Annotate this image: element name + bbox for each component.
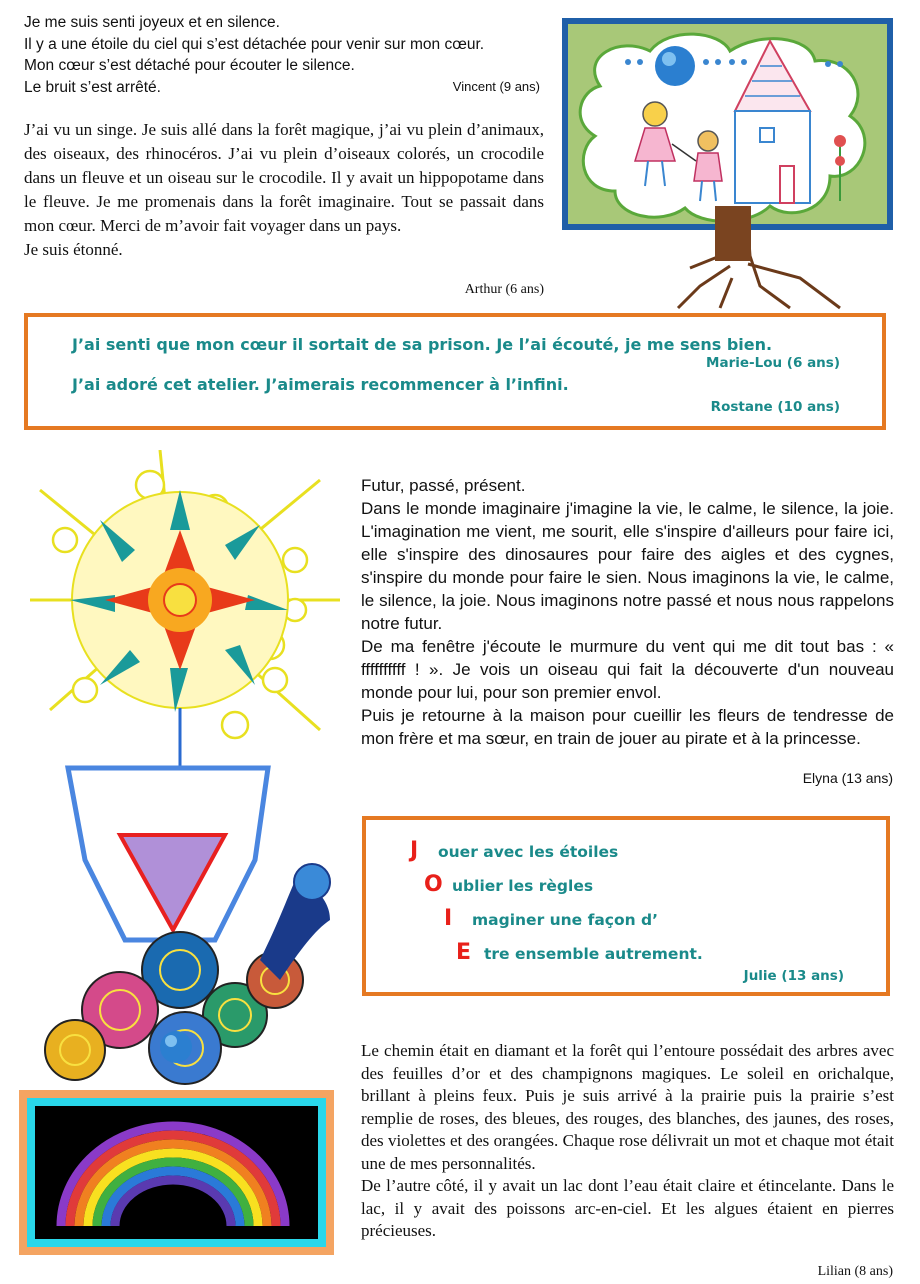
lilian-paragraph: Le chemin était en diamant et la forêt qui l’entoure possédait des arbres avec des feuilles d’or et des champignons magiques. Le soleil en orichalque, brillant à pleins feux. Puis je suis arrivé à la prairie puis la prairie s’est remplie de roses, des bleues, des rouges, des blanches, des jaunes, des roses, des violettes et des orangées. Chaque rose délivrait un mot et chaque mot était une de mes personnalités. — [361, 1041, 894, 1173]
acrostic-letter: I — [444, 906, 453, 931]
poem-line: Le bruit s’est arrêté. — [24, 78, 161, 96]
author-arthur: Arthur (6 ans) — [464, 282, 544, 297]
joie-acrostic-box — [362, 816, 890, 996]
elyna-paragraph: Dans le monde imaginaire j'imagine la vie, le calme, le silence, la joie. L'imagination me vient, me sourit, elle s'inspire d'ailleurs pour faire ici, elle s'inspire des dinosaures pour faire des aigles et des cygnes, s'inspire du monde pour faire le sien. Nous imaginons la vie, le calme, le silence, la joie. Nous imaginons notre passé et nous nous rappelons notre futur. — [361, 499, 894, 633]
text-lilian — [361, 1040, 894, 1243]
author-lilian: Lilian (8 ans) — [817, 1264, 893, 1279]
author-vincent: Vincent (9 ans) — [452, 79, 540, 94]
poem-line: Il y a une étoile du ciel qui s’est détachée pour venir sur mon cœur. — [24, 35, 485, 53]
acrostic-line — [410, 838, 618, 863]
author-julie: Julie (13 ans) — [743, 968, 844, 984]
quote-box-1 — [24, 313, 886, 430]
acrostic-letter: E — [456, 940, 472, 965]
acrostic-text: maginer une façon d’ — [472, 911, 659, 929]
poem-line: Je me suis senti joyeux et en silence. — [24, 14, 280, 31]
acrostic-text: tre ensemble autrement. — [484, 945, 703, 963]
acrostic-letter: O — [424, 872, 443, 897]
author-marie-lou: Marie-Lou (6 ans) — [706, 355, 840, 371]
rainbow-arc — [43, 1114, 310, 1231]
text-arthur — [24, 118, 544, 262]
lilian-paragraph: De l’autre côté, il y avait un lac dont l’eau était claire et étincelante. Dans le lac, il y avait des poissons arc-en-ciel. Et les algues étaient en pierres précieuses. — [361, 1176, 894, 1240]
author-rostane: Rostane (10 ans) — [710, 399, 840, 415]
elyna-paragraph: Futur, passé, présent. — [361, 476, 526, 495]
house-drawing-overlay — [560, 16, 896, 312]
flower-vase-drawing — [30, 450, 350, 1090]
poem-line: Mon cœur s’est détaché pour écouter le silence. — [24, 57, 355, 74]
acrostic-line — [456, 940, 703, 965]
arthur-last-line: Je suis étonné. — [24, 240, 123, 259]
acrostic-line — [444, 906, 658, 931]
acrostic-line — [424, 872, 593, 897]
quote-marie-lou: J’ai senti que mon cœur il sortait de sa prison. Je l’ai écouté, je me sens bien. — [72, 335, 773, 354]
acrostic-letter: J — [410, 838, 419, 863]
quote-rostane: J’ai adoré cet atelier. J’aimerais recommencer à l’infini. — [72, 375, 569, 394]
elyna-paragraph: Puis je retourne à la maison pour cueillir les fleurs de tendresse de mon frère et ma sœur, en train de jouer au pirate et à la princesse. — [361, 706, 894, 748]
elyna-paragraph: De ma fenêtre j'écoute le murmure du vent qui me dit tout bas : « ffffffffff ! ». Je vois un oiseau qui fait la découverte d'un nouveau monde pour lui, pour son premier envol. — [361, 637, 894, 702]
acrostic-text: ouer avec les étoiles — [438, 843, 619, 861]
poem-vincent — [24, 12, 544, 98]
author-elyna: Elyna (13 ans) — [802, 770, 893, 786]
text-elyna — [361, 474, 894, 750]
arthur-paragraph: J’ai vu un singe. Je suis allé dans la forêt magique, j’ai vu plein d’animaux, des oiseaux, des rhinocéros. J’ai vu plein d’oiseaux colorés, un crocodile dans un fleuve et un oiseau sur le crocodile. Il y avait un hippopotame dans le fleuve. Je me promenais dans la forêt imaginaire. Tout se passait dans mon cœur. Merci de m’avoir fait voyager dans un pays. — [24, 120, 544, 235]
acrostic-text: ublier les règles — [452, 877, 594, 895]
